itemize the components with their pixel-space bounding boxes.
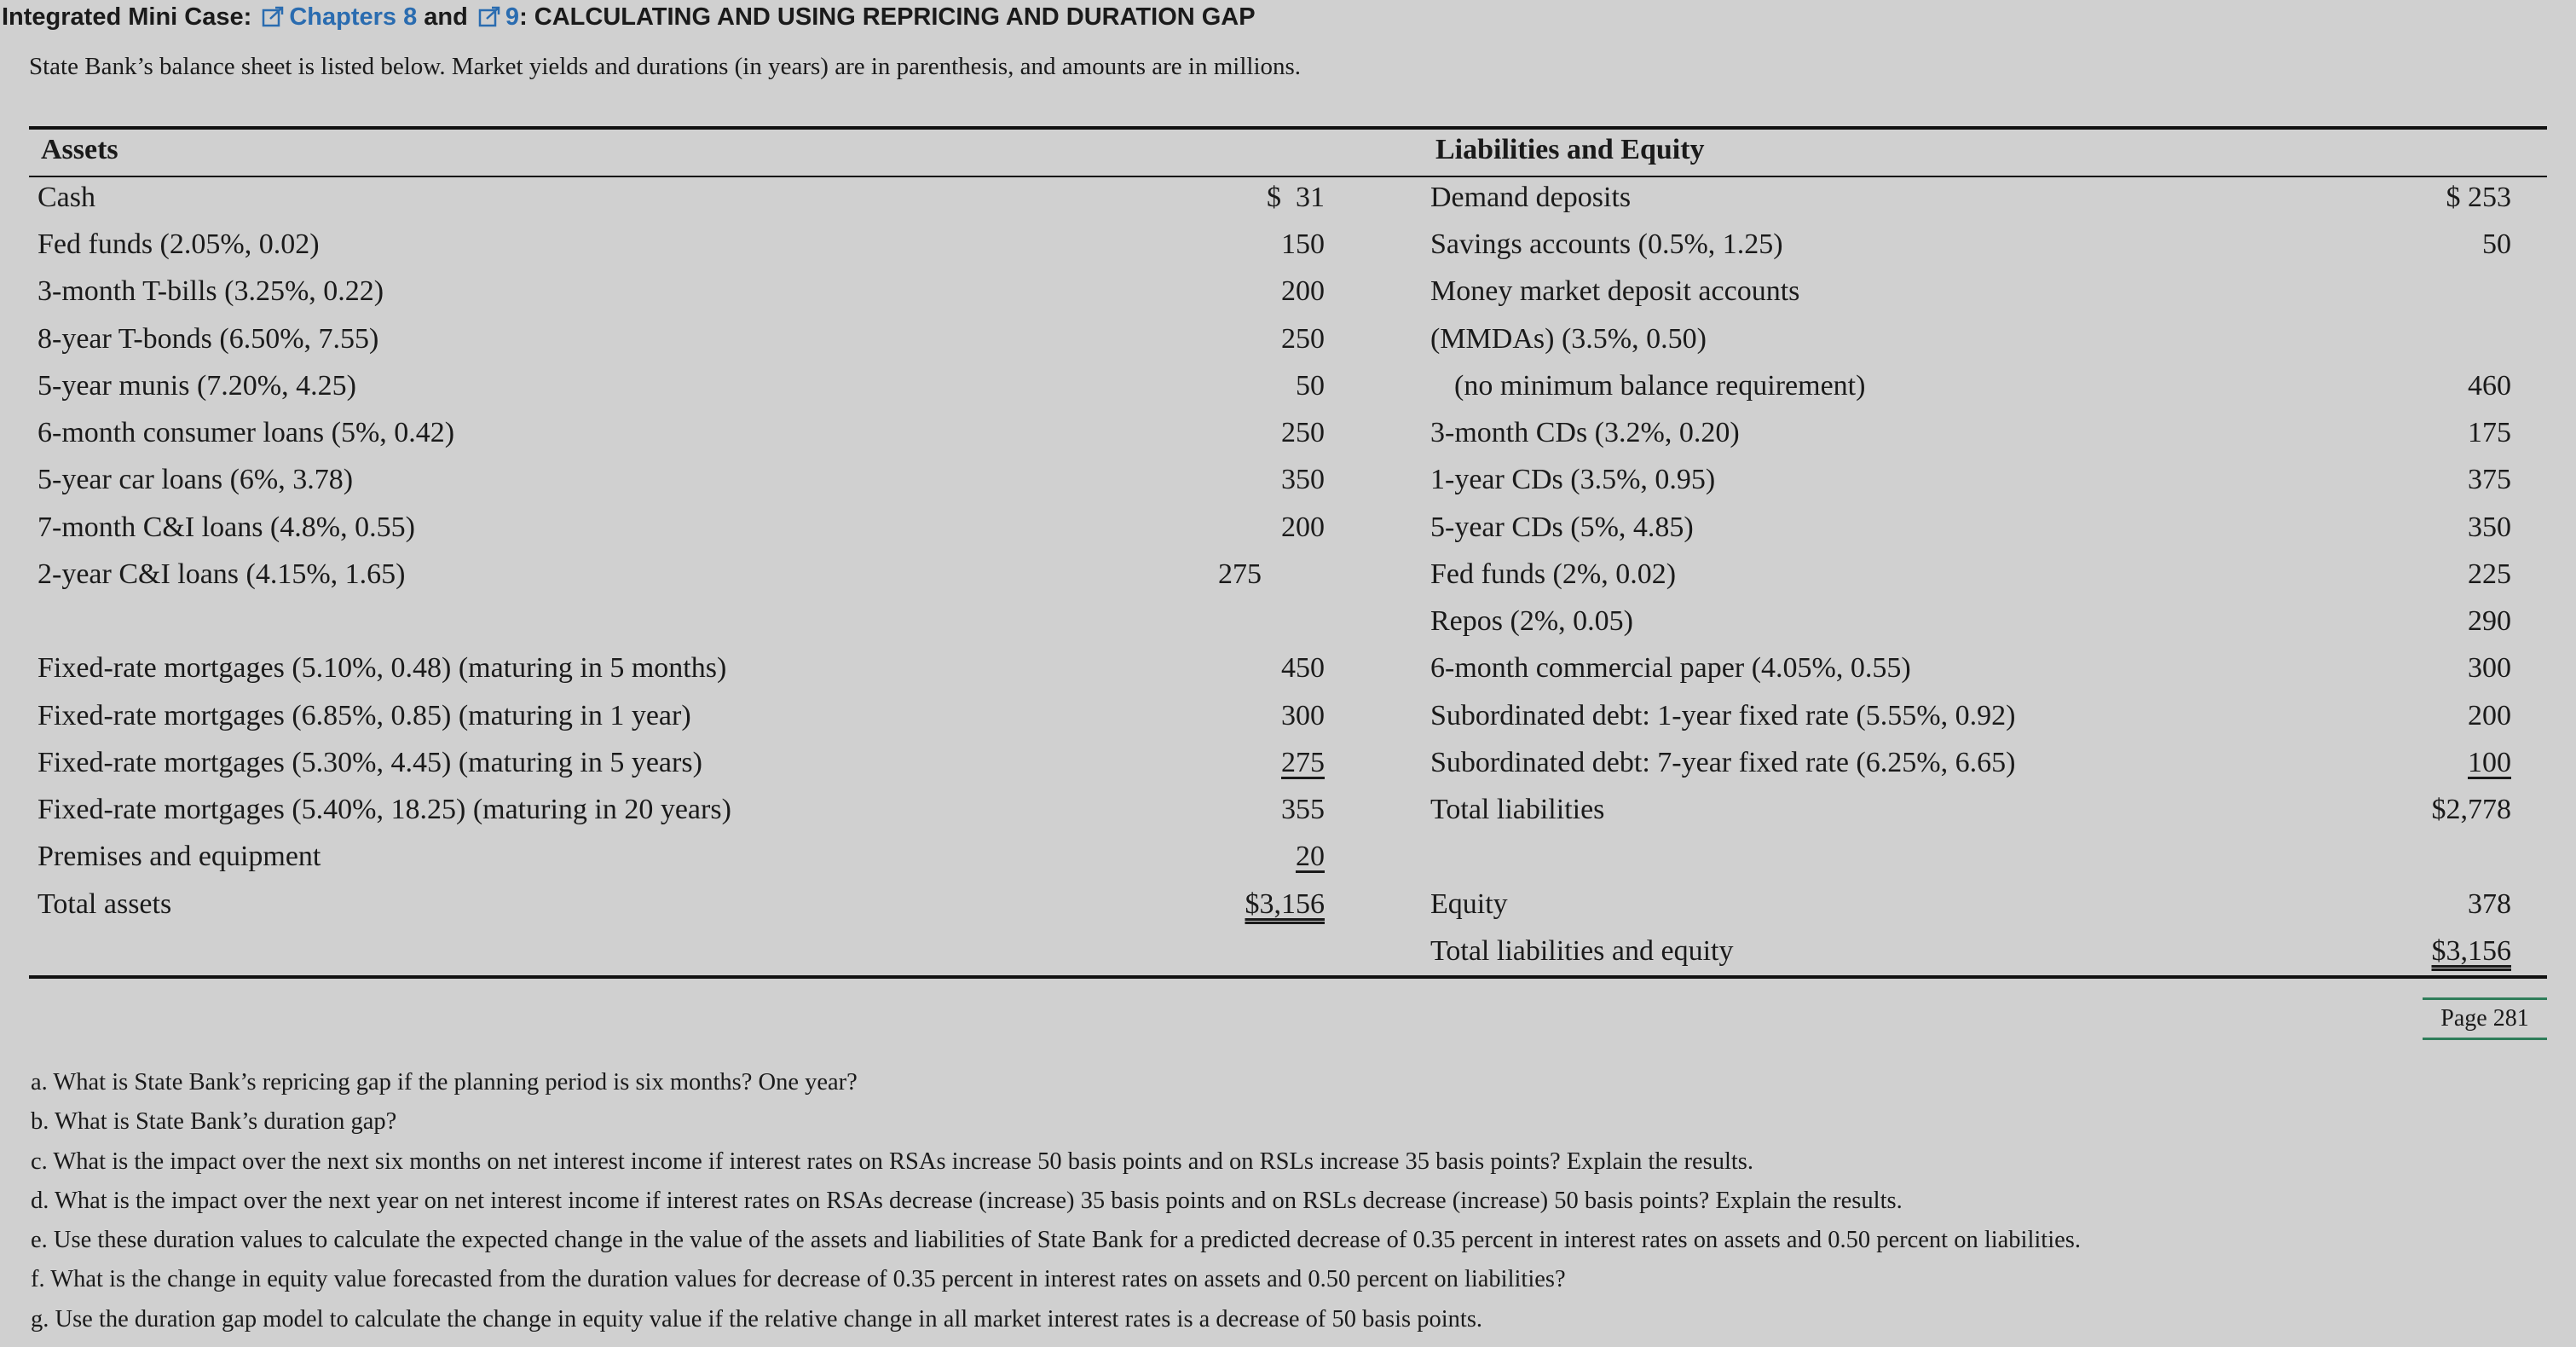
liability-amount: 200: [2468, 700, 2511, 731]
liabilities-header: Liabilities and Equity: [1435, 134, 1705, 165]
asset-amount: 300: [1281, 700, 1325, 731]
liability-label: Subordinated debt: 7-year fixed rate (6.25%, 6.65): [1430, 747, 2016, 778]
asset-label: Premises and equipment: [38, 841, 321, 872]
total-assets-value: $3,156: [1245, 888, 1325, 920]
question-a: a. What is State Bank’s repricing gap if the planning period is six months? One year?: [31, 1069, 858, 1096]
liability-label: (MMDAs) (3.5%, 0.50): [1430, 323, 1707, 355]
asset-amount: 250: [1281, 323, 1325, 355]
asset-amount: 150: [1281, 228, 1325, 260]
asset-amount: 275: [1218, 558, 1262, 590]
total-liabilities-label: Total liabilities: [1430, 794, 1605, 825]
liability-amount: [2387, 744, 2511, 782]
table-top-rule: [29, 126, 2547, 130]
total-liab-equity-label: Total liabilities and equity: [1430, 935, 1734, 967]
external-link-icon[interactable]: [478, 5, 502, 27]
liability-label: Subordinated debt: 1-year fixed rate (5.55%, 0.92): [1430, 700, 2016, 731]
external-link-icon[interactable]: [262, 5, 286, 27]
chapter-9-link[interactable]: 9: [505, 3, 520, 31]
asset-label: 7-month C&I loans (4.8%, 0.55): [38, 512, 415, 543]
asset-amount: 355: [1281, 794, 1325, 825]
asset-amount: 250: [1281, 417, 1325, 448]
liability-amount-underlined: 100: [2468, 747, 2511, 778]
case-title-prefix: Integrated Mini Case:: [2, 3, 252, 31]
total-liab-equity-value: $3,156: [2431, 935, 2511, 967]
question-b: b. What is State Bank’s duration gap?: [31, 1108, 397, 1135]
case-title-and: and: [424, 3, 468, 31]
asset-label: Fixed-rate mortgages (5.10%, 0.48) (maturing in 5 months): [38, 652, 727, 684]
table-bottom-rule: [29, 975, 2547, 979]
liability-label: 5-year CDs (5%, 4.85): [1430, 512, 1694, 543]
asset-label: 6-month consumer loans (5%, 0.42): [38, 417, 455, 448]
asset-amount: 200: [1281, 275, 1325, 307]
liability-label: Repos (2%, 0.05): [1430, 605, 1633, 637]
liability-label: Savings accounts (0.5%, 1.25): [1430, 228, 1783, 260]
liability-amount: 50: [2482, 228, 2511, 260]
liability-label: Fed funds (2%, 0.02): [1430, 558, 1677, 590]
asset-label: Fed funds (2.05%, 0.02): [38, 228, 320, 260]
chapter-8-link[interactable]: Chapters 8: [289, 3, 418, 31]
asset-amount: 450: [1281, 652, 1325, 684]
liability-amount: 290: [2468, 605, 2511, 637]
assets-header: Assets: [41, 134, 118, 165]
liability-amount: 375: [2468, 464, 2511, 495]
asset-label: 2-year C&I loans (4.15%, 1.65): [38, 558, 406, 590]
liability-amount: 350: [2468, 512, 2511, 543]
case-title: [0, 0, 1256, 34]
page-number-badge: Page 281: [2423, 997, 2547, 1040]
question-g: g. Use the duration gap model to calculate the change in equity value if the relative change in all market interest rates is a decrease of 50 basis points.: [31, 1306, 1483, 1333]
asset-label: Cash: [38, 182, 95, 213]
asset-label: Fixed-rate mortgages (5.40%, 18.25) (maturing in 20 years): [38, 794, 731, 825]
liability-label: (no minimum balance requirement): [1454, 370, 1866, 402]
liability-amount: 225: [2468, 558, 2511, 590]
asset-label: Fixed-rate mortgages (5.30%, 4.45) (maturing in 5 years): [38, 747, 702, 778]
question-c: c. What is the impact over the next six months on net interest income if interest rates on RSAs increase 50 basis points and on RSLs increase 35 basis points? Explain the results.: [31, 1148, 1753, 1175]
liability-amount: $ 253: [2446, 182, 2511, 213]
asset-label: 5-year car loans (6%, 3.78): [38, 464, 354, 495]
asset-amount: [1193, 838, 1325, 876]
question-e: e. Use these duration values to calculate the expected change in the value of the assets and liabilities of State Bank for a predicted decrease of 0.35 percent in interest rates on assets and 0.50 percent on liabilities.: [31, 1227, 2082, 1253]
asset-amount: 200: [1281, 512, 1325, 543]
liability-amount: 300: [2468, 652, 2511, 684]
liability-amount: 175: [2468, 417, 2511, 448]
asset-amount-underlined: 20: [1296, 841, 1325, 872]
liability-label: Demand deposits: [1430, 182, 1632, 213]
asset-amount: 50: [1296, 370, 1325, 402]
liability-label: 6-month commercial paper (4.05%, 0.55): [1430, 652, 1911, 684]
asset-label: 5-year munis (7.20%, 4.25): [38, 370, 356, 402]
liability-label: 3-month CDs (3.2%, 0.20): [1430, 417, 1740, 448]
asset-amount-underlined: 275: [1281, 747, 1325, 778]
liability-amount: 460: [2468, 370, 2511, 402]
case-title-suffix: : CALCULATING AND USING REPRICING AND DURATION GAP: [519, 3, 1256, 31]
asset-label: Fixed-rate mortgages (6.85%, 0.85) (maturing in 1 year): [38, 700, 691, 731]
asset-amount: 350: [1281, 464, 1325, 495]
asset-label: 8-year T-bonds (6.50%, 7.55): [38, 323, 379, 355]
liability-label: 1-year CDs (3.5%, 0.95): [1430, 464, 1716, 495]
liability-label: Money market deposit accounts: [1430, 275, 1800, 307]
total-liabilities-amount: $2,778: [2431, 794, 2511, 825]
asset-label: 3-month T-bills (3.25%, 0.22): [38, 275, 384, 307]
equity-amount: 378: [2468, 888, 2511, 920]
total-assets-amount: [1193, 886, 1325, 923]
equity-label: Equity: [1430, 888, 1508, 920]
total-liab-equity-amount: [2387, 933, 2511, 970]
question-f: f. What is the change in equity value forecasted from the duration values for decrease of 0.35 percent in interest rates on assets and 0.50 percent on liabilities?: [31, 1266, 1566, 1292]
table-header-rule: [29, 176, 2547, 177]
intro-text: State Bank’s balance sheet is listed below. Market yields and durations (in years) are in parenthesis, and amounts are in millions.: [29, 53, 1302, 80]
asset-amount: $ 31: [1267, 182, 1325, 213]
asset-amount: [1193, 744, 1325, 782]
total-assets-label: Total assets: [38, 888, 172, 920]
question-d: d. What is the impact over the next year on net interest income if interest rates on RSAs decrease (increase) 35 basis points and on RSLs decrease (increase) 50 basis points? Explain the results.: [31, 1188, 1903, 1214]
